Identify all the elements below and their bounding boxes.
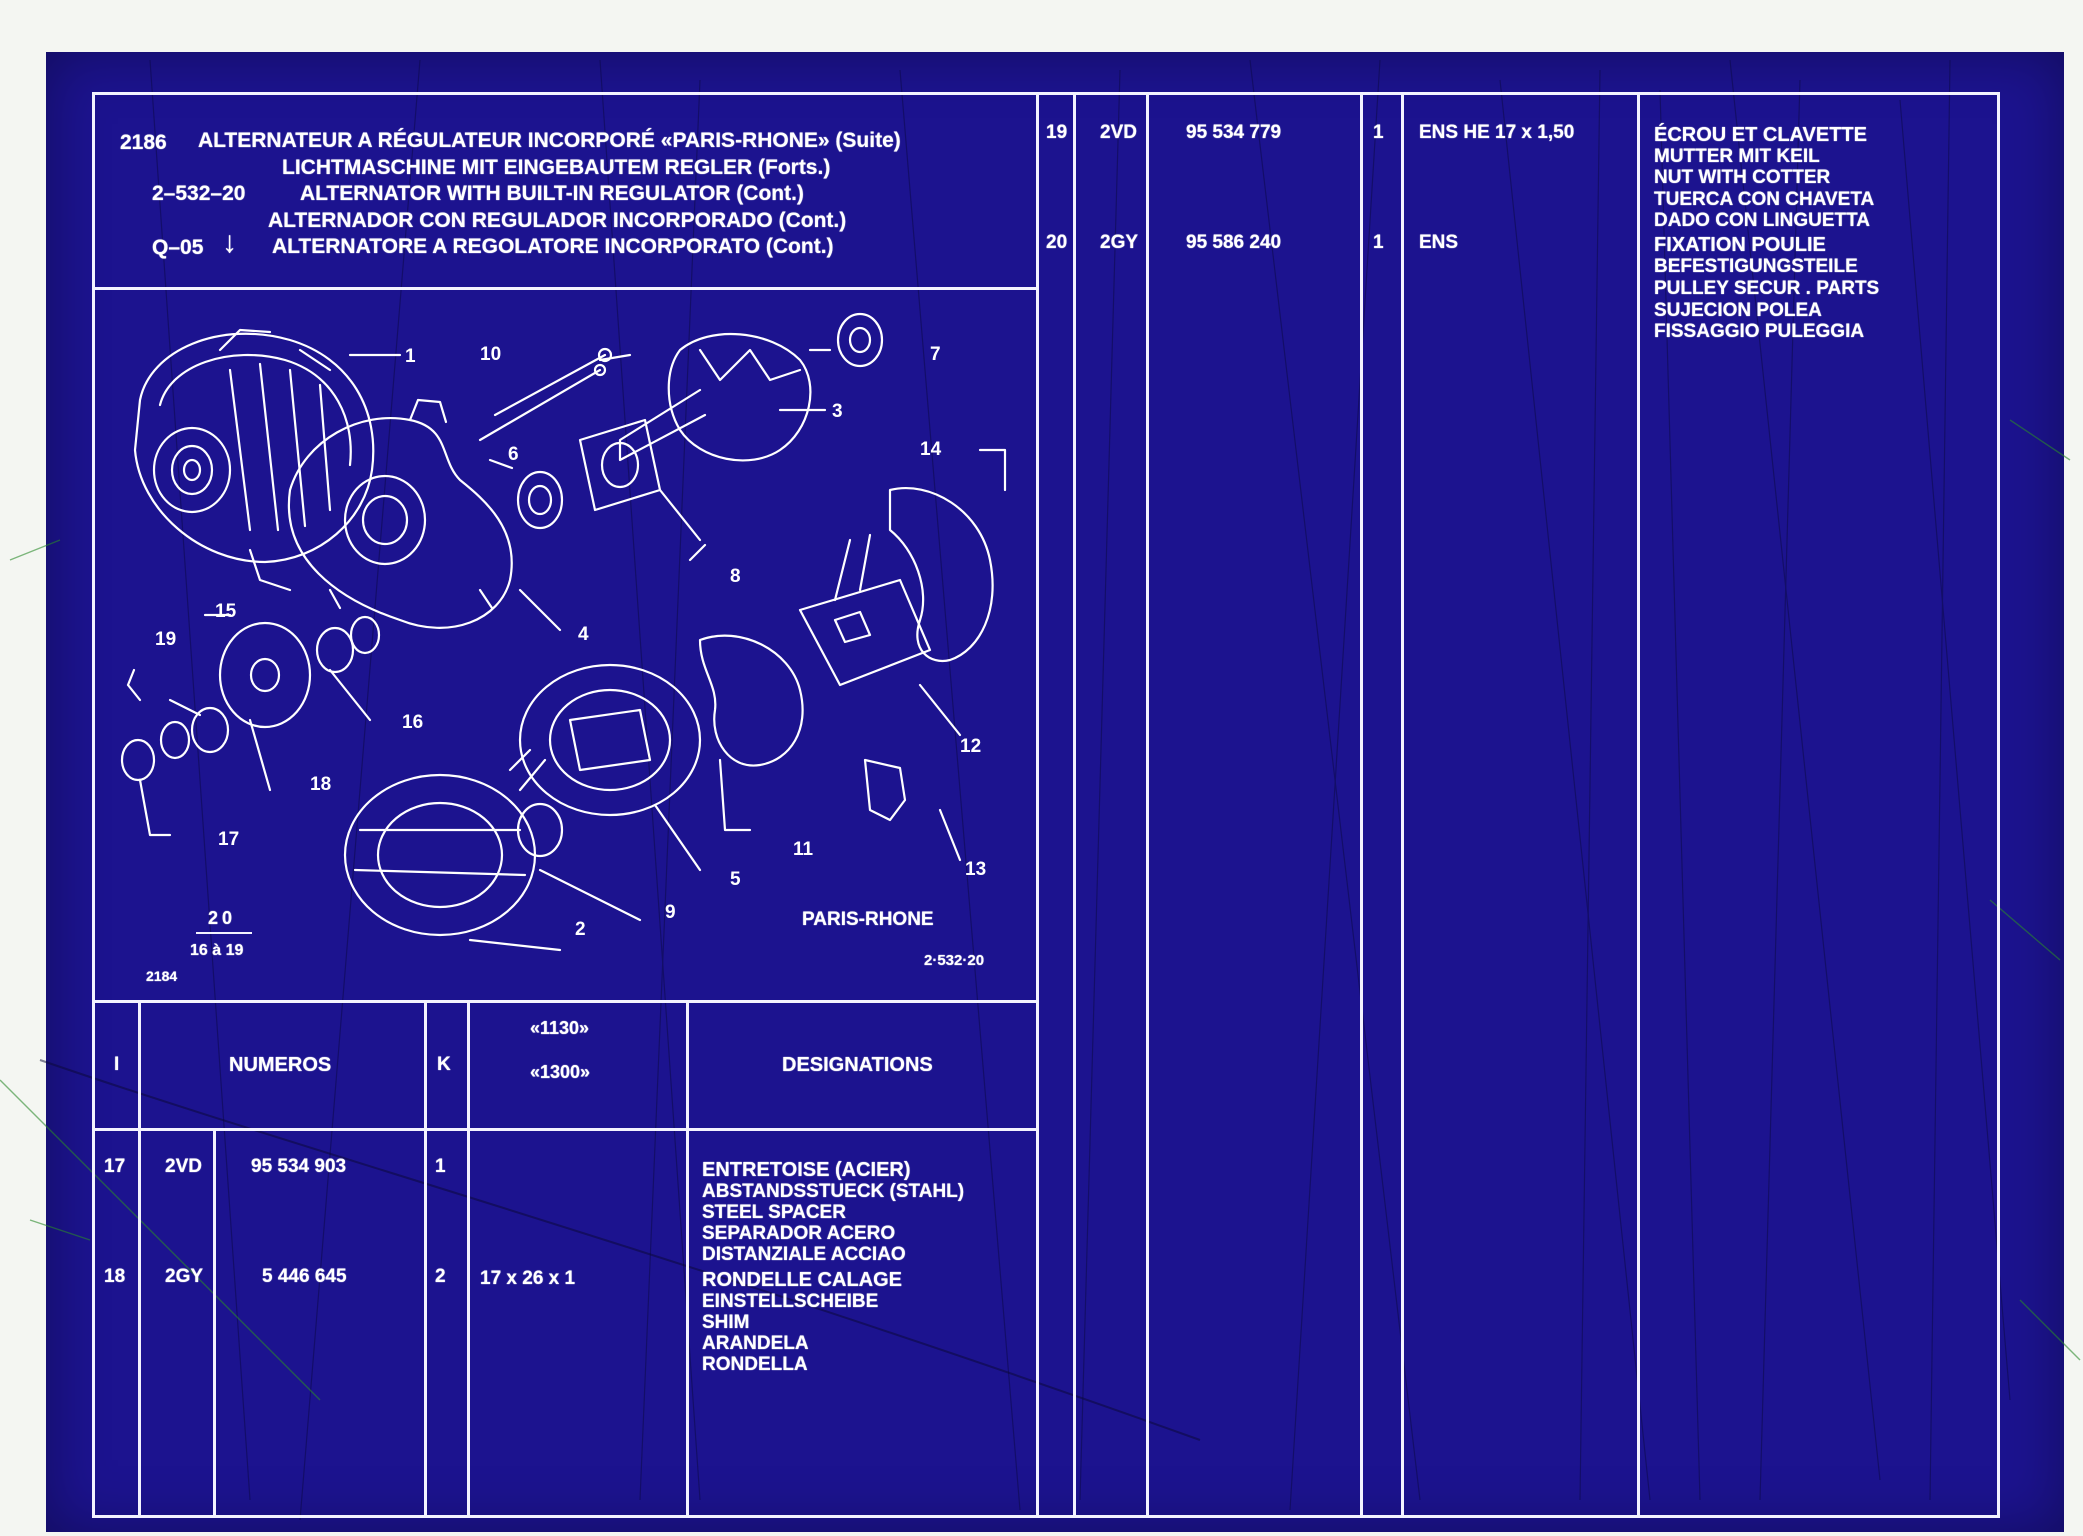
row-19-code: 2VD <box>1100 122 1137 143</box>
row-19-designation-fr: ÉCROU ET CLAVETTE <box>1654 124 1867 146</box>
row-19-index: 19 <box>1046 122 1068 143</box>
row-17-designation-en: STEEL SPACER <box>702 1202 846 1223</box>
callout-6: 6 <box>508 444 519 465</box>
part-19-key <box>128 670 140 700</box>
row-17-code: 2VD <box>165 1156 202 1177</box>
callout-3: 3 <box>832 401 843 422</box>
callout-9: 9 <box>665 902 676 923</box>
callout-19: 19 <box>155 629 177 650</box>
divider-right-4 <box>1360 92 1363 1515</box>
row-17-designation-de: ABSTANDSSTUECK (STAHL) <box>702 1181 965 1202</box>
row-20-designation-en: PULLEY SECUR . PARTS <box>1654 278 1880 299</box>
part-1-alternator <box>135 330 373 590</box>
row-17-number: 95 534 903 <box>251 1156 347 1177</box>
row-18-qty: 2 <box>435 1266 446 1287</box>
part-10-bolts <box>480 355 605 440</box>
subgroup-code: 2–532–20 <box>152 182 246 205</box>
divider-left-5 <box>686 1000 689 1515</box>
exploded-view-diagram <box>100 290 1035 996</box>
part-11-rectifier <box>700 636 803 766</box>
title-es: ALTERNADOR CON REGULADOR INCORPORADO (Cont.) <box>268 209 847 232</box>
callout-1: 1 <box>405 346 416 367</box>
row-20-designation-fr: FIXATION POULIE <box>1654 234 1826 256</box>
diagram-brand: PARIS-RHONE <box>802 909 934 930</box>
callout-2: 2 <box>575 919 586 940</box>
part-6-bearing <box>518 472 562 528</box>
row-19-designation-it: DADO CON LINGUETTA <box>1654 210 1871 231</box>
row-18-designation-fr: RONDELLE CALAGE <box>702 1269 902 1291</box>
row-19-number: 95 534 779 <box>1186 122 1282 143</box>
divider-right-5 <box>1401 92 1404 1515</box>
callout-17: 17 <box>218 829 240 850</box>
part-16-washer <box>317 628 353 672</box>
callout-12: 12 <box>960 736 982 757</box>
callout-4: 4 <box>578 624 589 645</box>
row-18-designation-it: RONDELLA <box>702 1354 808 1375</box>
row-19-designation-es: TUERCA CON CHAVETA <box>1654 189 1875 210</box>
part-7-bearing <box>838 314 882 366</box>
row-18-designation-de: EINSTELLSCHEIBE <box>702 1291 879 1312</box>
title-en: ALTERNATOR WITH BUILT-IN REGULATOR (Cont.) <box>300 182 804 205</box>
part-4-housing <box>289 400 512 628</box>
callout-15: 15 <box>215 601 237 622</box>
part-5-rear-housing <box>520 665 700 815</box>
callout-16: 16 <box>402 712 424 733</box>
divider-right-3 <box>1146 92 1149 1515</box>
part-14-cover <box>890 488 993 661</box>
row-19-designation-en: NUT WITH COTTER <box>1654 167 1831 188</box>
divider-right-6 <box>1637 92 1640 1515</box>
col-model-1: «1130» <box>530 1018 590 1038</box>
note-bottom: 16 à 19 <box>190 942 244 959</box>
row-20-qty: 1 <box>1373 232 1384 253</box>
callout-7: 7 <box>930 344 941 365</box>
callout-11: 11 <box>793 839 814 860</box>
divider-left-2 <box>213 1128 216 1515</box>
columns-bottom-line <box>92 1128 1038 1131</box>
alternator-drawing <box>100 290 1035 996</box>
diagram-sheet-ref: 2184 <box>146 968 178 984</box>
model-range: Q–05 <box>152 236 204 259</box>
part-13-terminal <box>865 760 905 820</box>
row-20-number: 95 586 240 <box>1186 232 1282 253</box>
part-9-ring <box>518 804 562 856</box>
title-it: ALTERNATORE A REGOLATORE INCORPORATO (Cont.) <box>272 235 834 258</box>
row-18-spec: 17 x 26 x 1 <box>480 1268 576 1289</box>
col-model-2: «1300» <box>530 1062 591 1082</box>
divider-left-1 <box>138 1000 141 1515</box>
page-number: 2186 <box>120 131 167 154</box>
part-15-pulley <box>220 623 310 727</box>
row-17-designation-fr: ENTRETOISE (ACIER) <box>702 1159 911 1181</box>
callout-10: 10 <box>480 344 502 365</box>
part-2-stator <box>345 750 545 935</box>
callout-5: 5 <box>730 869 741 890</box>
diagram-ref-code: 2·532·20 <box>924 952 985 969</box>
row-18-code: 2GY <box>165 1266 204 1287</box>
note-fraction-line <box>196 932 252 934</box>
col-designations: DESIGNATIONS <box>782 1054 933 1076</box>
callout-18: 18 <box>310 774 332 795</box>
row-18-designation-es: ARANDELA <box>702 1333 809 1354</box>
title-de: LICHTMASCHINE MIT EINGEBAUTEM REGLER (Forts.) <box>282 156 831 179</box>
col-numbers: NUMEROS <box>229 1054 332 1076</box>
row-19-designation-de: MUTTER MIT KEIL <box>1654 146 1820 167</box>
part-8-plate <box>580 420 660 510</box>
row-17-qty: 1 <box>435 1156 446 1177</box>
part-12-regulator <box>800 535 930 685</box>
callout-8: 8 <box>730 566 741 587</box>
arrow-down-icon: ↓ <box>222 226 237 259</box>
part-17-spacer <box>122 740 154 780</box>
row-18-designation-en: SHIM <box>702 1312 750 1333</box>
callout-13: 13 <box>965 859 987 880</box>
divider-right-1 <box>1036 92 1039 1515</box>
divider-left-4 <box>467 1000 470 1515</box>
row-20-code: 2GY <box>1100 232 1139 253</box>
row-20-designation-de: BEFESTIGUNGSTEILE <box>1654 256 1858 277</box>
callout-14: 14 <box>920 439 942 460</box>
row-17-designation-es: SEPARADOR ACERO <box>702 1223 896 1244</box>
row-20-spec: ENS <box>1419 232 1459 253</box>
row-19-spec: ENS HE 17 x 1,50 <box>1419 122 1575 143</box>
divider-right-2 <box>1073 92 1076 1515</box>
row-17-designation-it: DISTANZIALE ACCIAO <box>702 1244 906 1265</box>
row-20-designation-it: FISSAGGIO PULEGGIA <box>1654 321 1865 342</box>
note-top: 20 <box>208 908 237 928</box>
title-fr: ALTERNATEUR A RÉGULATEUR INCORPORÉ «PARIS-RHONE» (Suite) <box>198 129 901 152</box>
row-20-index: 20 <box>1046 232 1068 253</box>
row-18-number: 5 446 645 <box>262 1266 347 1287</box>
col-index: I <box>114 1054 120 1075</box>
row-19-qty: 1 <box>1373 122 1384 143</box>
diagram-bottom-line <box>92 1000 1038 1003</box>
row-17-index: 17 <box>104 1156 126 1177</box>
row-20-designation-es: SUJECION POLEA <box>1654 300 1822 321</box>
col-qty: K <box>437 1054 451 1075</box>
divider-left-3 <box>424 1000 427 1515</box>
row-18-index: 18 <box>104 1266 126 1287</box>
